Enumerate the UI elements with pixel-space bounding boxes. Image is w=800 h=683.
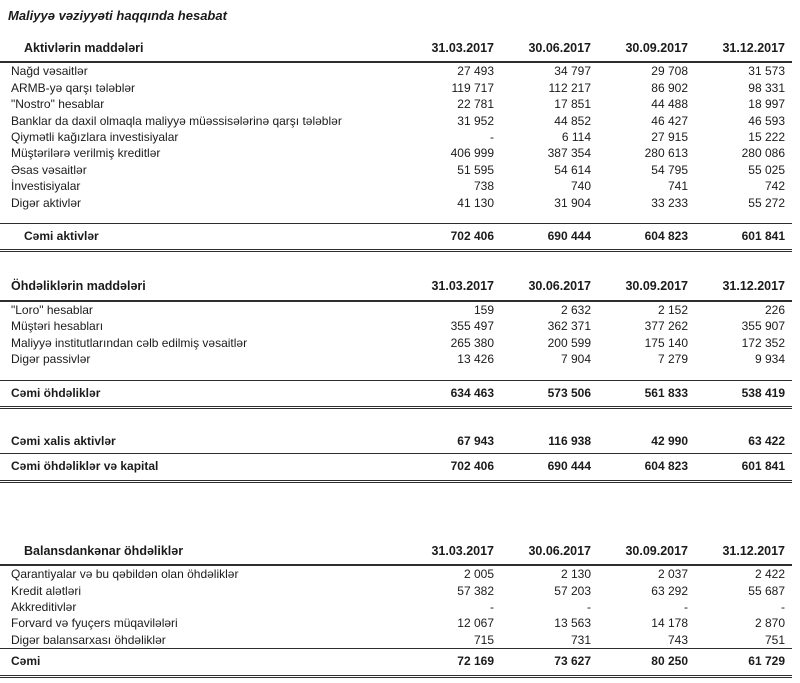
table-row	[0, 632, 792, 649]
date-column-header: 31.03.2017	[404, 539, 501, 565]
row-value: -	[587, 599, 591, 614]
row-label: "Loro" hesablar	[11, 302, 93, 317]
table-row	[0, 380, 792, 407]
row-label: İnvestisiyalar	[11, 179, 81, 194]
row-value: 715	[473, 632, 494, 647]
row-value: 31 952	[457, 113, 494, 128]
section-net-table	[0, 428, 792, 483]
table-row	[0, 565, 792, 582]
row-value: 42 990	[598, 428, 695, 454]
row-value: 175 140	[644, 335, 688, 350]
row-value: 634 463	[404, 380, 501, 407]
row-value: 73 627	[501, 649, 598, 676]
section-liabilities-table	[0, 274, 792, 408]
row-value: 265 380	[450, 335, 494, 350]
date-column-header: 30.06.2017	[501, 274, 598, 300]
row-value: 12 067	[457, 616, 494, 631]
row-value: 743	[667, 632, 688, 647]
row-value: -	[490, 599, 494, 614]
row-value: 280 613	[644, 146, 688, 161]
row-value: 44 488	[651, 97, 688, 112]
row-value: 31 904	[554, 195, 591, 210]
row-label: Cəmi öhdəliklər	[0, 380, 404, 407]
date-column-header: 30.06.2017	[501, 539, 598, 565]
date-column-header: 31.03.2017	[404, 274, 501, 300]
row-value: 46 427	[651, 113, 688, 128]
row-value: 742	[764, 179, 785, 194]
row-value: 573 506	[501, 380, 598, 407]
row-label: Qiymətli kağızlara investisiyalar	[11, 130, 179, 145]
date-column-header: 31.12.2017	[695, 274, 792, 300]
row-value: 159	[473, 302, 494, 317]
row-value: 13 563	[554, 616, 591, 631]
row-value: 72 169	[404, 649, 501, 676]
table-row	[0, 615, 792, 631]
row-value: 731	[570, 632, 591, 647]
row-value: 61 729	[695, 649, 792, 676]
row-value: 226	[764, 302, 785, 317]
row-value: 55 025	[748, 162, 785, 177]
row-label: Cəmi	[0, 649, 404, 676]
row-value: 55 272	[748, 195, 785, 210]
row-value: -	[684, 599, 688, 614]
row-value: 27 493	[457, 64, 494, 79]
row-value: 22 781	[457, 97, 494, 112]
row-label: Nağd vəsaitlər	[11, 64, 88, 79]
date-column-header: 31.12.2017	[695, 36, 792, 62]
row-label: Digər aktivlər	[11, 195, 82, 210]
row-value: 362 371	[547, 319, 591, 334]
row-value: 2 870	[754, 616, 785, 631]
row-value: 29 708	[651, 64, 688, 79]
row-label: Kredit alətləri	[11, 583, 82, 598]
row-value: 2 005	[463, 567, 494, 582]
row-value: 41 130	[457, 195, 494, 210]
table-row	[0, 318, 792, 334]
row-label: Müştəri hesabları	[11, 319, 104, 334]
row-value: 2 422	[754, 567, 785, 582]
row-value: 702 406	[404, 224, 501, 251]
row-value: 561 833	[598, 380, 695, 407]
row-value: 27 915	[651, 130, 688, 145]
section-header-row	[0, 274, 792, 300]
row-value: 172 352	[741, 335, 785, 350]
row-value: -	[781, 599, 785, 614]
table-row	[0, 195, 792, 211]
row-value: 355 497	[450, 319, 494, 334]
row-label: Forvard və fyuçers müqavilələri	[11, 616, 178, 631]
row-label: Digər balansarxası öhdəliklər	[11, 632, 166, 647]
row-value: 54 614	[554, 162, 591, 177]
row-value: 604 823	[598, 224, 695, 251]
table-row	[0, 80, 792, 96]
date-column-header: 30.09.2017	[598, 274, 695, 300]
row-value: 54 795	[651, 162, 688, 177]
table-row	[0, 351, 792, 367]
table-row	[0, 113, 792, 129]
row-value: 538 419	[695, 380, 792, 407]
date-column-header: 30.06.2017	[501, 36, 598, 62]
row-value: 13 426	[457, 352, 494, 367]
row-value: 57 382	[457, 583, 494, 598]
row-value: 46 593	[748, 113, 785, 128]
row-value: 2 130	[560, 567, 591, 582]
table-row	[0, 335, 792, 351]
report-title: Maliyyə vəziyyəti haqqında hesabat	[8, 8, 227, 23]
row-value: 751	[764, 632, 785, 647]
row-value: 406 999	[450, 146, 494, 161]
section-offbalance-table	[0, 539, 792, 678]
row-value: 18 997	[748, 97, 785, 112]
section-assets-table	[0, 36, 792, 252]
spacer-cell	[0, 368, 792, 381]
row-value: 7 904	[560, 352, 591, 367]
row-value: 2 152	[657, 302, 688, 317]
table-row	[0, 428, 792, 454]
row-value: 15 222	[748, 130, 785, 145]
row-value: 2 632	[560, 302, 591, 317]
row-label: Qarantiyalar və bu qəbildən olan öhdəliklər	[11, 567, 239, 582]
row-value: 14 178	[651, 616, 688, 631]
spacer-cell	[0, 211, 792, 224]
row-value: 112 217	[548, 80, 591, 95]
row-value: 2 037	[657, 567, 688, 582]
row-label: "Nostro" hesablar	[11, 97, 105, 112]
date-column-header: 30.09.2017	[598, 539, 695, 565]
row-value: 51 595	[457, 162, 494, 177]
table-row	[0, 599, 792, 615]
row-value: 33 233	[651, 195, 688, 210]
row-value: 280 086	[741, 146, 785, 161]
row-value: 7 279	[657, 352, 688, 367]
table-row	[0, 583, 792, 599]
table-row	[0, 62, 792, 79]
row-label: Müştərilərə verilmiş kreditlər	[11, 146, 161, 161]
row-value: 200 599	[547, 335, 591, 350]
row-label: Əsas vəsaitlər	[11, 162, 87, 177]
row-label: Akkreditivlər	[11, 599, 77, 614]
table-row	[0, 301, 792, 318]
table-row	[0, 224, 792, 251]
row-label: Maliyyə institutlarından cəlb edilmiş vəsaitlər	[11, 335, 248, 350]
spacer-row	[0, 211, 792, 224]
row-value: -	[490, 130, 494, 145]
row-label: Cəmi xalis aktivlər	[0, 428, 404, 454]
row-value: 738	[473, 179, 494, 194]
row-value: 34 797	[554, 64, 591, 79]
row-value: 67 943	[404, 428, 501, 454]
row-value: 387 354	[547, 146, 591, 161]
row-value: 63 292	[651, 583, 688, 598]
row-label: Banklar da daxil olmaqla maliyyə müəssisələrinə qarşı tələblər	[11, 113, 342, 128]
row-label: Cəmi öhdəliklər və kapital	[0, 454, 404, 481]
row-value: 31 573	[748, 64, 785, 79]
row-value: 741	[667, 179, 688, 194]
report-sections	[0, 36, 800, 678]
row-value: 86 902	[651, 80, 688, 95]
table-row	[0, 96, 792, 112]
row-value: 601 841	[695, 454, 792, 481]
date-column-header: 31.03.2017	[404, 36, 501, 62]
row-value: 377 262	[644, 319, 688, 334]
row-value: 690 444	[501, 454, 598, 481]
row-value: 690 444	[501, 224, 598, 251]
row-value: 55 687	[748, 583, 785, 598]
row-value: 702 406	[404, 454, 501, 481]
date-column-header: 30.09.2017	[598, 36, 695, 62]
table-row	[0, 129, 792, 145]
table-row	[0, 145, 792, 161]
table-row	[0, 162, 792, 178]
row-value: 98 331	[748, 80, 785, 95]
row-value: 17 851	[554, 97, 591, 112]
row-label: Cəmi aktivlər	[0, 224, 404, 251]
table-row	[0, 649, 792, 676]
row-value: 740	[570, 179, 591, 194]
row-value: 604 823	[598, 454, 695, 481]
row-value: 601 841	[695, 224, 792, 251]
row-value: 9 934	[754, 352, 785, 367]
row-value: 63 422	[695, 428, 792, 454]
row-value: 355 907	[741, 319, 785, 334]
section-title: Öhdəliklərin maddələri	[0, 274, 404, 300]
section-header-row	[0, 36, 792, 62]
table-row	[0, 178, 792, 194]
section-title: Aktivlərin maddələri	[0, 36, 404, 62]
row-value: 57 203	[554, 583, 591, 598]
spacer-row	[0, 368, 792, 381]
row-value: 80 250	[598, 649, 695, 676]
row-value: 6 114	[561, 130, 591, 145]
row-value: 119 717	[451, 80, 494, 95]
date-column-header: 31.12.2017	[695, 539, 792, 565]
table-row	[0, 454, 792, 481]
row-label: ARMB-yə qarşı tələblər	[11, 80, 136, 95]
row-label: Digər passivlər	[11, 352, 91, 367]
section-header-row	[0, 539, 792, 565]
row-value: 116 938	[501, 428, 598, 454]
row-value: 44 852	[554, 113, 591, 128]
section-title: Balansdankənar öhdəliklər	[0, 539, 404, 565]
